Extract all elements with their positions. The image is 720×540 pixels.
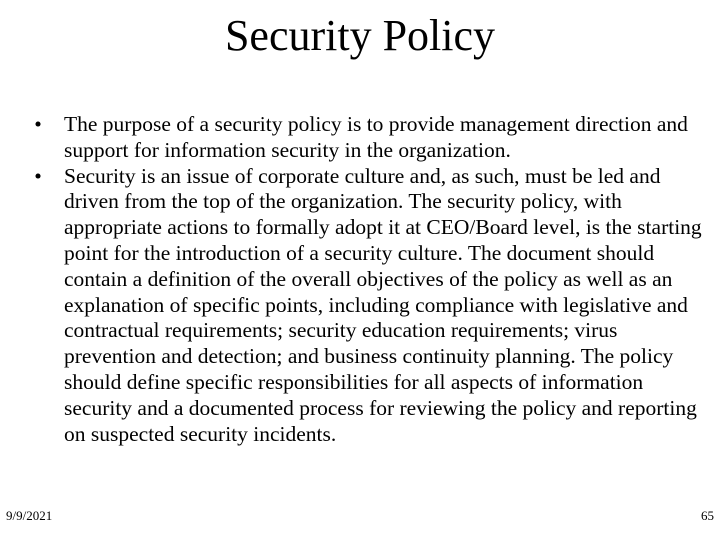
bullet-text: The purpose of a security policy is to provide management direction and support for information security in the organization. [64,112,688,162]
bullet-text: Security is an issue of corporate culture and, as such, must be led and driven from the top of the organization. The security policy, with appropriate actions to formally adopt it at CEO/Board level, is the starting point for the introduction of a security culture. The document should contain a definition of the overall objectives of the policy as well as an explanation of specific points, including compliance with legislative and contractual requirements; security education requirements; virus prevention and detection; and business continuity planning. The policy should define specific responsibilities for all aspects of information security and a documented process for reviewing the policy and reporting on suspected security incidents. [64,163,702,446]
footer-date: 9/9/2021 [6,508,53,523]
bullet-icon: • [34,112,42,136]
bullet-item-culture [28,164,704,448]
bullet-icon: • [34,163,42,188]
bullet-list [28,112,704,447]
slide-title: Security Policy [224,11,496,60]
footer-page-number: 65 [701,508,714,523]
bullet-item-purpose [28,112,704,164]
